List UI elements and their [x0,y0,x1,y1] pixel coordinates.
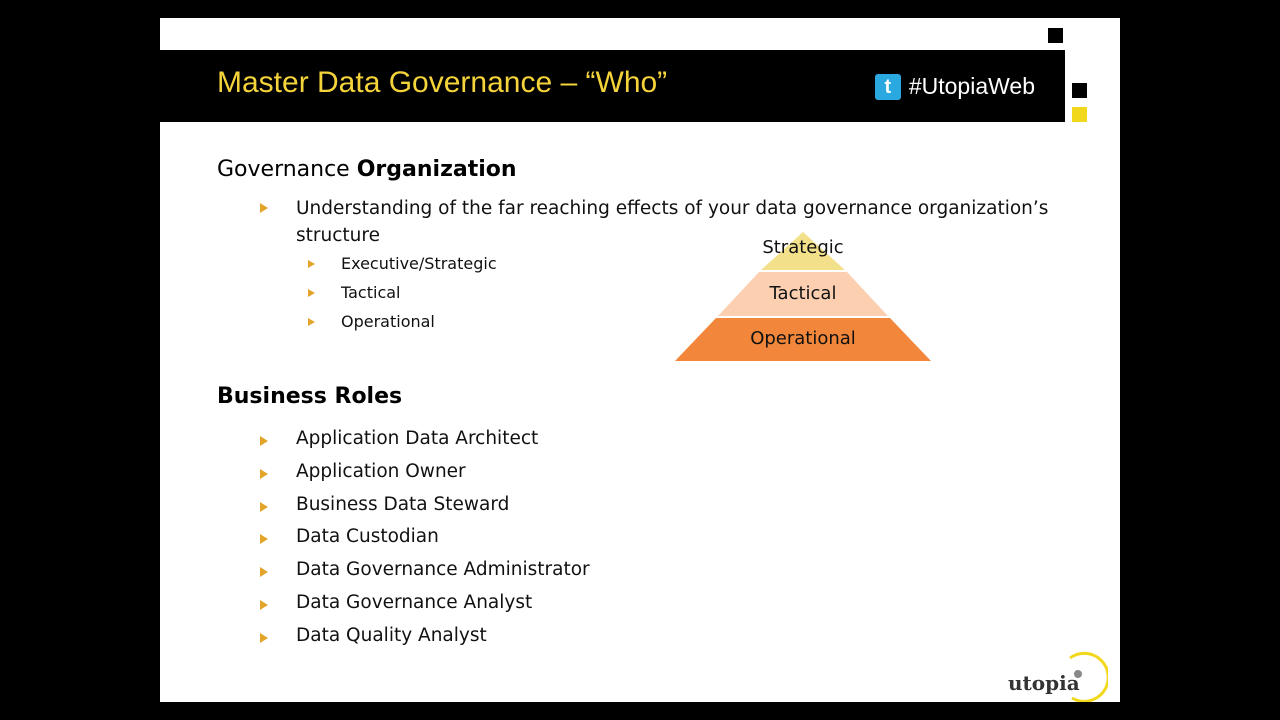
level-operational: Operational [341,312,435,331]
utopia-logo [1008,646,1108,698]
list-item [308,283,401,302]
pyramid-label-strategic: Strategic [762,237,844,258]
intro-line-2: structure [296,225,380,246]
bullet-arrow-icon [260,502,268,512]
bullet-arrow-icon [260,633,268,643]
pyramid-label-tactical: Tactical [769,283,837,304]
governance-heading-part2: Organization [356,157,517,182]
bullet-arrow-icon [308,318,315,326]
bullet-arrow-icon [260,436,268,446]
pyramid-label-operational: Operational [750,328,856,349]
bullet-arrow-icon [260,203,268,213]
level-executive: Executive/Strategic [341,254,497,273]
bullet-arrow-icon [260,469,268,479]
hashtag-group [875,73,1035,100]
role-item: Business Data Steward [296,494,510,515]
bullet-arrow-icon [260,600,268,610]
governance-heading-part1: Governance [217,157,357,182]
list-item [260,494,509,515]
title-bar [160,50,1065,122]
list-item [308,254,497,273]
bullet-arrow-icon [260,567,268,577]
role-item: Data Governance Analyst [296,592,533,613]
slide [160,18,1120,702]
list-item [308,312,435,331]
bullet-arrow-icon [308,260,315,268]
role-item: Application Data Architect [296,428,539,449]
slide-title: Master Data Governance – “Who” [217,66,668,99]
list-item [260,526,439,547]
twitter-icon: t [875,74,901,100]
role-item: Application Owner [296,461,466,482]
list-item [260,592,532,613]
list-item [260,625,487,646]
intro-line-1: Understanding of the far reaching effects of your data governance organization’s [296,198,1049,219]
business-roles-heading: Business Roles [217,384,403,409]
role-item: Data Custodian [296,526,439,547]
list-item [260,428,538,449]
governance-heading [217,157,517,182]
decorative-square-black [1072,83,1087,98]
bullet-arrow-icon [308,289,315,297]
role-item: Data Quality Analyst [296,625,487,646]
hashtag-text: #UtopiaWeb [908,73,1035,99]
level-tactical: Tactical [341,283,401,302]
list-item [260,559,590,580]
decorative-square-yellow [1072,107,1087,122]
logo-text: utopia [1008,671,1080,695]
list-item [260,461,466,482]
governance-pyramid [675,230,935,362]
bullet-arrow-icon [260,534,268,544]
role-item: Data Governance Administrator [296,559,590,580]
decorative-square-black [1048,28,1063,43]
